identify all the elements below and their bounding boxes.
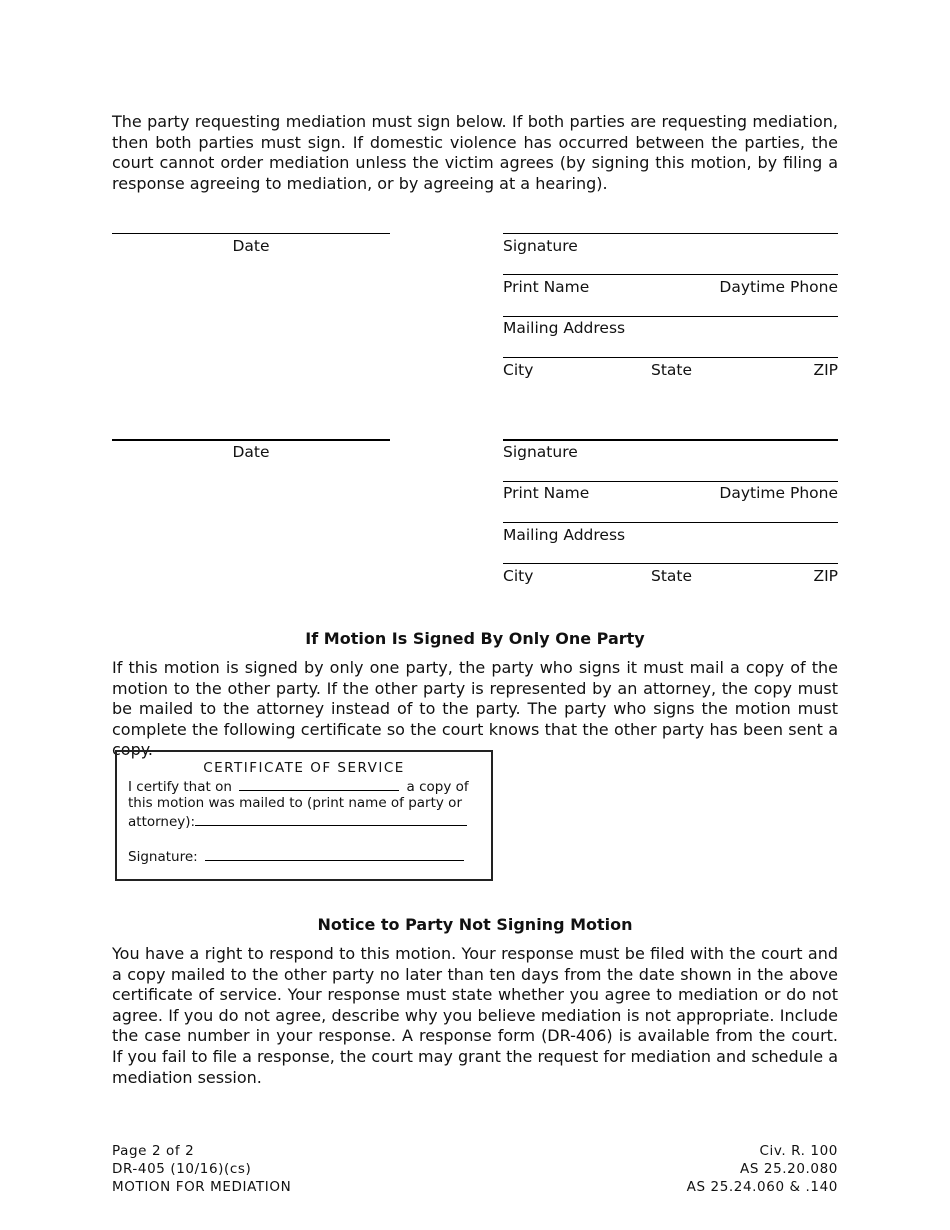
state-label: State xyxy=(651,567,693,585)
copy-of-text: a copy of xyxy=(406,779,469,795)
print-name-line[interactable] xyxy=(503,481,838,482)
civil-rule-ref: Civ. R. 100 xyxy=(759,1143,838,1159)
signature-label: Signature xyxy=(503,237,578,255)
one-party-paragraph: If this motion is signed by only one party, the party who signs it must mail a copy of the motion to the other party. If the other party is represented by an attorney, the copy must be mailed to the attorney instead of to the party. The party who signs the motion must complete the following certificate so the court knows that the other party has been sent a copy. xyxy=(112,658,838,760)
page-number: Page 2 of 2 xyxy=(112,1143,195,1159)
certificate-title: CERTIFICATE OF SERVICE xyxy=(203,760,405,776)
date-label: Date xyxy=(232,443,270,461)
certify-text: I certify that on xyxy=(128,779,232,795)
certificate-line-2: this motion was mailed to (print name of party or xyxy=(128,795,462,811)
signature-label: Signature xyxy=(503,443,578,461)
daytime-phone-label: Daytime Phone xyxy=(719,484,838,502)
signature-line[interactable] xyxy=(503,233,838,234)
print-name-label: Print Name xyxy=(503,278,590,296)
notice-heading: Notice to Party Not Signing Motion xyxy=(317,915,633,934)
certificate-of-service-box xyxy=(115,750,493,881)
print-name-line[interactable] xyxy=(503,274,838,275)
certificate-line-3 xyxy=(128,813,467,831)
statute-ref-2: AS 25.24.060 & .140 xyxy=(686,1179,838,1195)
certificate-signature-label: Signature: xyxy=(128,849,198,865)
certificate-line-1 xyxy=(128,778,469,796)
footer-left xyxy=(112,1142,291,1196)
date-line[interactable] xyxy=(112,439,390,441)
zip-label: ZIP xyxy=(813,567,838,585)
statute-ref-1: AS 25.20.080 xyxy=(739,1161,838,1177)
signature-line[interactable] xyxy=(503,439,838,441)
certify-date-field[interactable] xyxy=(239,778,399,791)
daytime-phone-label: Daytime Phone xyxy=(719,278,838,296)
intro-paragraph: The party requesting mediation must sign below. If both parties are requesting mediation, then both parties must sign. If domestic violence has occurred between the parties, the court cannot order mediation unless the victim agrees (by signing this motion, by filing a response agreeing to mediation, or by agreeing at a hearing). xyxy=(112,112,838,193)
party-name-field[interactable] xyxy=(195,813,467,826)
certificate-signature-field[interactable] xyxy=(205,848,464,861)
zip-label: ZIP xyxy=(813,361,838,379)
print-name-label: Print Name xyxy=(503,484,590,502)
form-title: MOTION FOR MEDIATION xyxy=(112,1179,292,1195)
mailing-address-label: Mailing Address xyxy=(503,319,626,337)
city-state-zip-line[interactable] xyxy=(503,563,838,564)
mailing-address-label: Mailing Address xyxy=(503,526,626,544)
date-label: Date xyxy=(232,237,270,255)
city-label: City xyxy=(503,567,534,585)
attorney-text: attorney): xyxy=(128,814,196,830)
form-number: DR-405 (10/16)(cs) xyxy=(112,1161,252,1177)
mailing-address-line[interactable] xyxy=(503,522,838,523)
certificate-signature-line xyxy=(128,848,464,866)
one-party-heading: If Motion Is Signed By Only One Party xyxy=(305,629,645,648)
date-line[interactable] xyxy=(112,233,390,234)
mailing-address-line[interactable] xyxy=(503,316,838,317)
city-state-zip-line[interactable] xyxy=(503,357,838,358)
footer-right xyxy=(687,1142,838,1196)
notice-paragraph: You have a right to respond to this motion. Your response must be filed with the court and a copy mailed to the other party no later than ten days from the date shown in the above certificate of service. Your response must state whether you agree to mediation or do not agree. If you do not agree, describe why you believe mediation is not appropriate. Include the case number in your response. A response form (DR-406) is available from the court. If you fail to file a response, the court may grant the request for mediation and schedule a mediation session. xyxy=(112,944,838,1087)
state-label: State xyxy=(651,361,693,379)
city-label: City xyxy=(503,361,534,379)
